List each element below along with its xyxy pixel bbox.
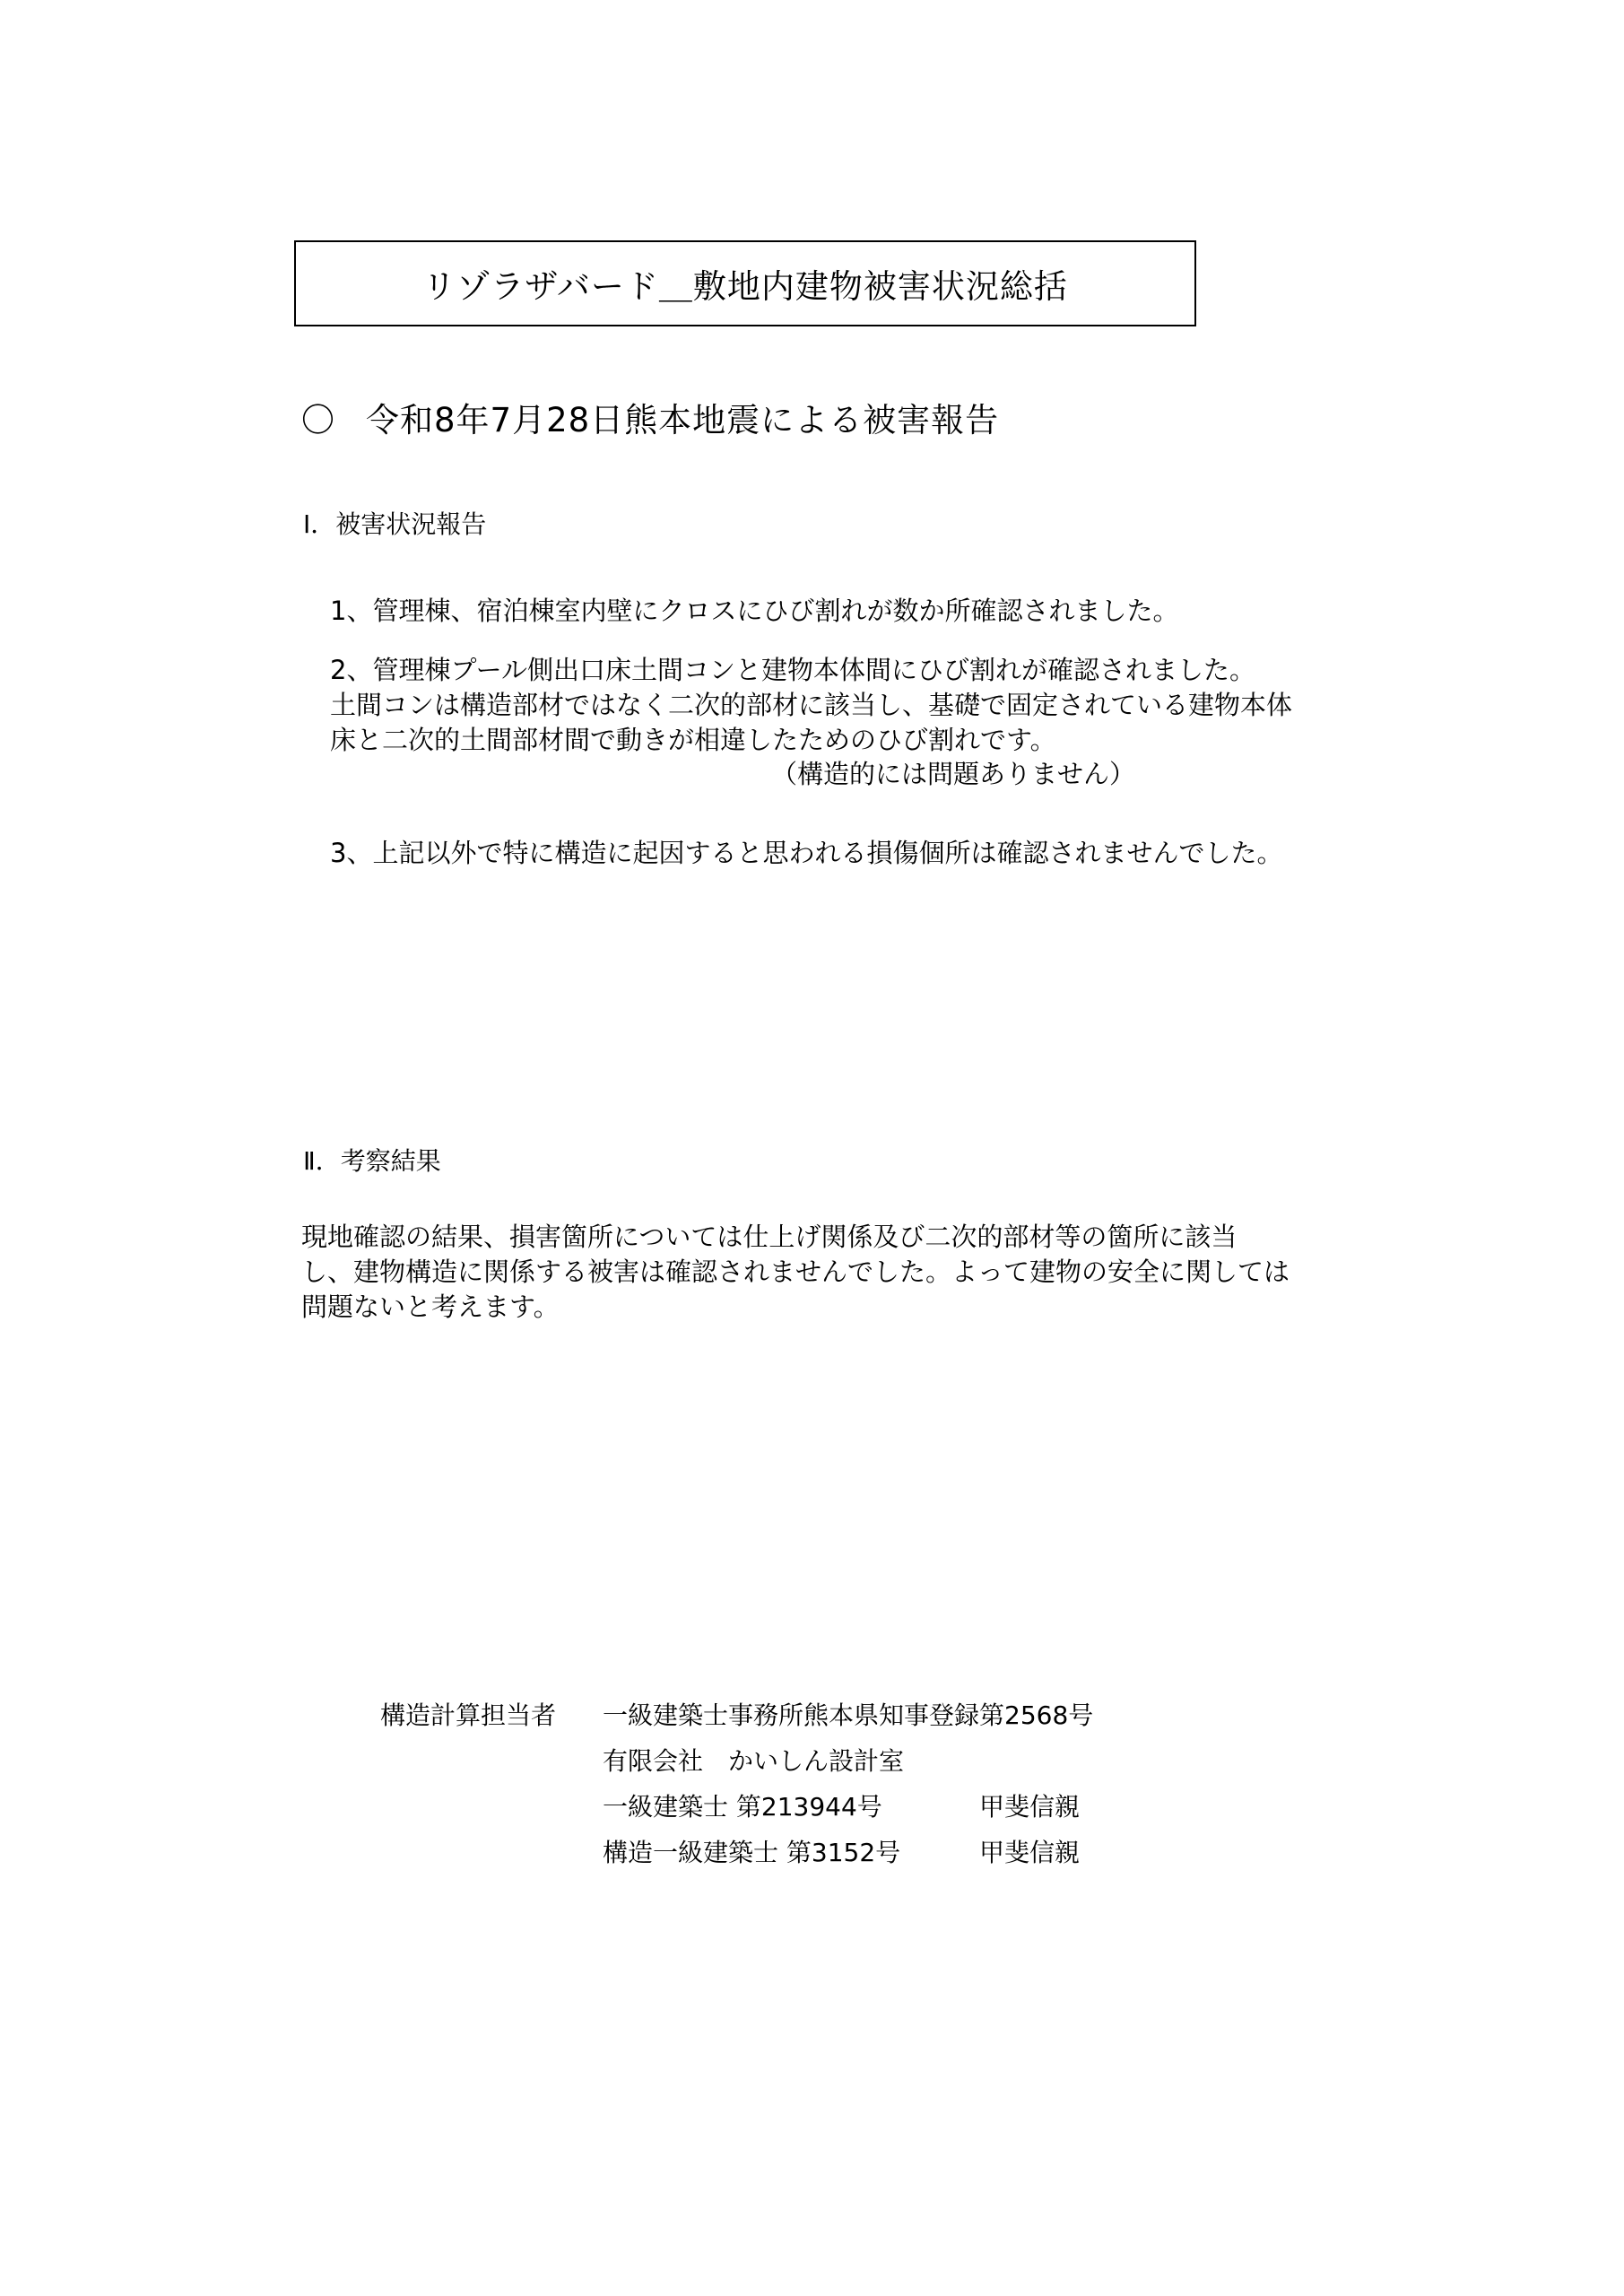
- section-heading-damage: Ⅰ．被害状況報告: [303, 509, 487, 539]
- damage-item-2-line-2: 土間コンは構造部材ではなく二次的部材に該当し、基礎で固定されている建物本体: [330, 690, 1293, 720]
- conclusion-line-2: し、建物構造に関係する被害は確認されませんでした。よって建物の安全に関しては: [301, 1257, 1290, 1287]
- conclusion-line-1: 現地確認の結果、損害箇所については仕上げ関係及び二次的部材等の箇所に該当: [301, 1222, 1238, 1252]
- conclusion-line-3: 問題ないと考えます。: [301, 1292, 560, 1322]
- signature-registration: 一級建築士事務所熊本県知事登録第2568号: [603, 1700, 1094, 1730]
- report-subject: [301, 393, 999, 441]
- signature-firm: 有限会社 かいしん設計室: [603, 1746, 905, 1776]
- subject-text: 令和8年7月28日熊本地震による被害報告: [366, 401, 1000, 439]
- damage-item-2: 2、管理棟プール側出口床土間コンと建物本体間にひび割れが確認されました。: [330, 655, 1256, 685]
- document-title: リゾラザバード＿敷地内建物被害状況総括: [294, 240, 1196, 326]
- signature-name-1: 甲斐信親: [979, 1792, 1081, 1822]
- damage-item-3: 3、上記以外で特に構造に起因すると思われる損傷個所は確認されませんでした。: [330, 838, 1283, 868]
- damage-item-2-note: （構造的には問題ありません）: [771, 759, 1136, 789]
- signature-role: 構造計算担当者: [380, 1700, 557, 1730]
- damage-item-1: 1、管理棟、宿泊棟室内壁にクロスにひび割れが数か所確認されました。: [330, 596, 1179, 626]
- section-heading-conclusion: Ⅱ．考察結果: [303, 1146, 441, 1176]
- signature-license-2: 構造一級建築士 第3152号: [603, 1838, 901, 1867]
- signature-license-1: 一級建築士 第213944号: [603, 1792, 882, 1822]
- signature-name-2: 甲斐信親: [979, 1838, 1081, 1867]
- damage-item-2-line-3: 床と二次的土間部材間で動きが相違したためのひび割れです。: [330, 725, 1056, 755]
- circle-bullet-icon: 〇: [301, 401, 335, 439]
